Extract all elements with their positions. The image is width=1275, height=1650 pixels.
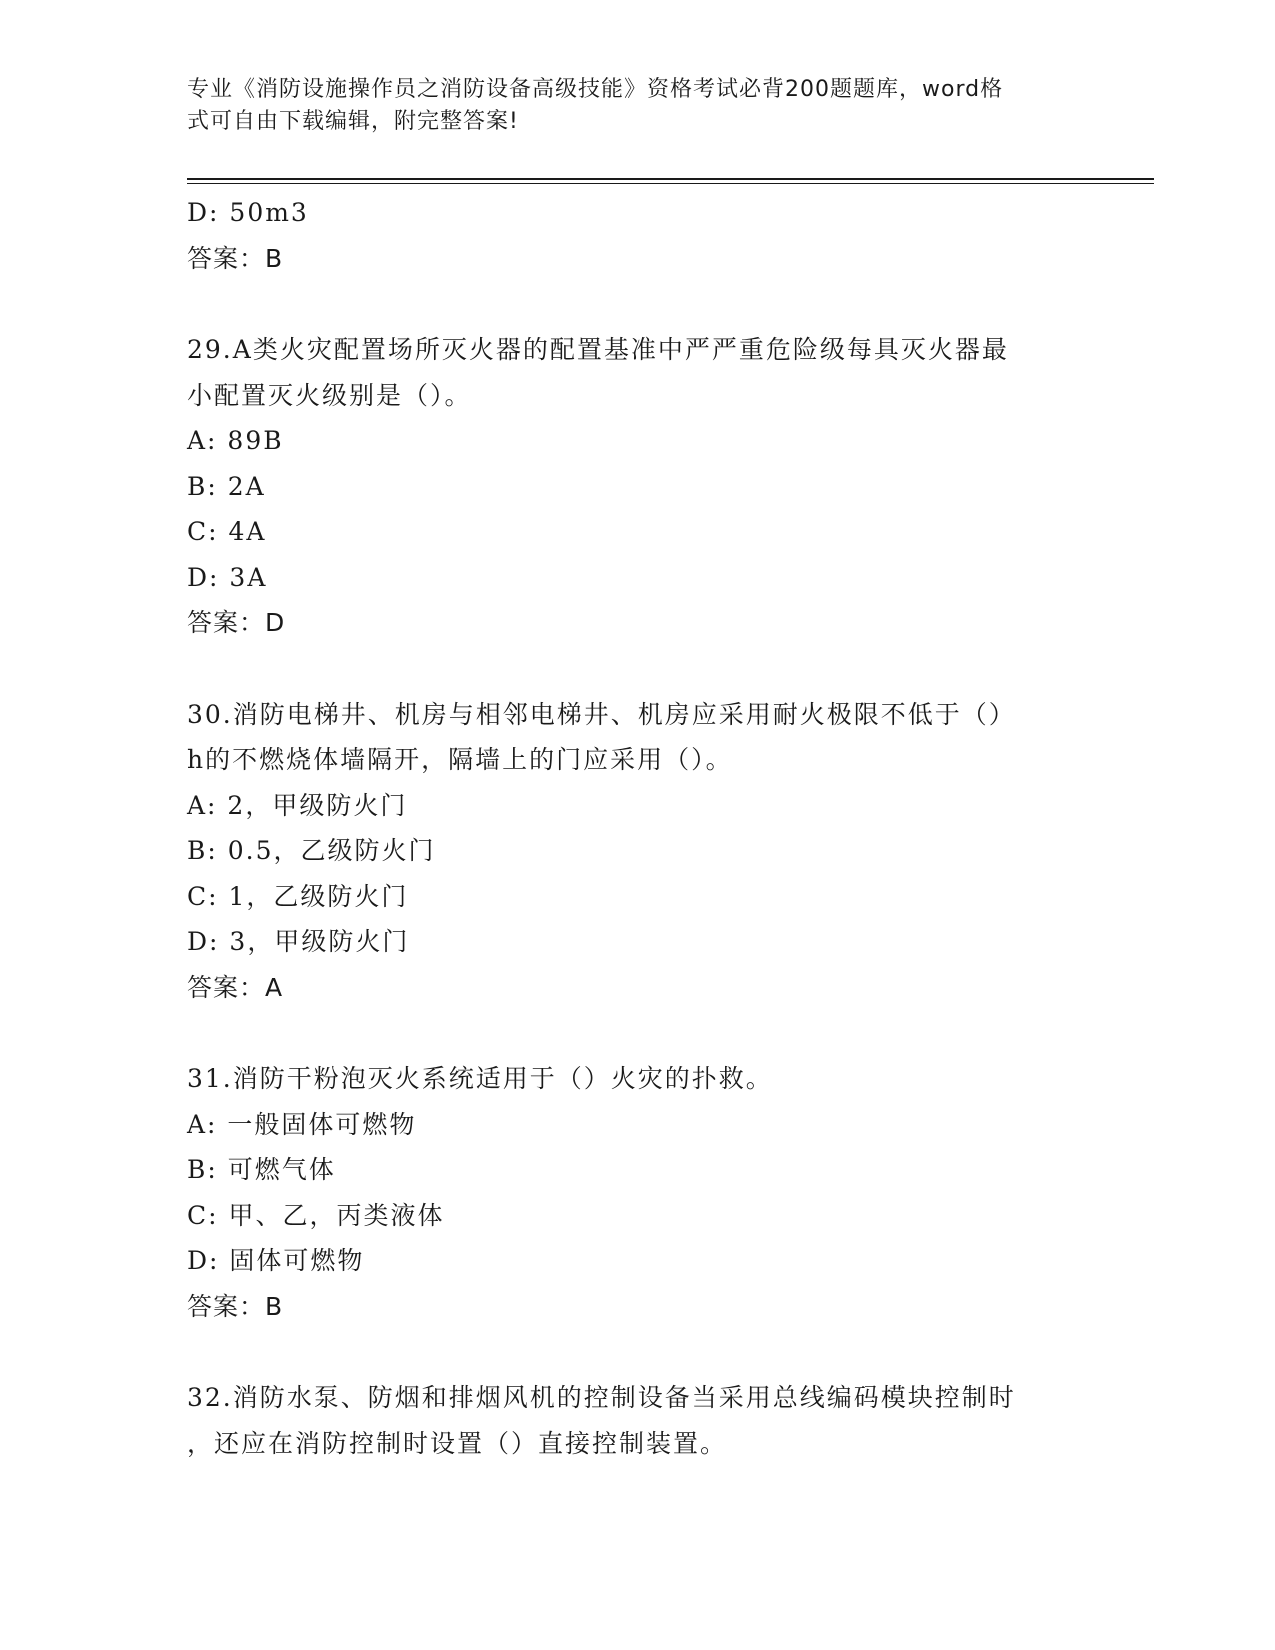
question-stem: 32.消防水泵、防烟和排烟风机的控制设备当采用总线编码模块控制时 — [187, 1383, 1016, 1412]
question-32 — [187, 1375, 1087, 1466]
option-c: C: 1，乙级防火门 — [187, 881, 409, 911]
option-c: C: 4A — [187, 517, 267, 546]
option-b: B: 可燃气体 — [187, 1155, 336, 1184]
question-stem: 30.消防电梯井、机房与相邻电梯井、机房应采用耐火极限不低于（） — [187, 699, 1016, 729]
option-a: A: 一般固体可燃物 — [187, 1109, 417, 1139]
answer-line: 答案：B — [187, 1291, 284, 1321]
option-d: D: 3A — [187, 562, 268, 592]
option-d: D: 固体可燃物 — [187, 1246, 365, 1275]
previous-question-tail — [187, 190, 1087, 281]
header-line-1: 专业《消防设施操作员之消防设备高级技能》资格考试必背200题题库，word格 — [187, 77, 1004, 102]
question-stem-continued: h的不燃烧体墙隔开，隔墙上的门应采用（）。 — [187, 745, 733, 774]
question-29 — [187, 327, 1087, 646]
header-divider-thick — [187, 178, 1154, 180]
option-a: A: 89B — [187, 426, 284, 455]
answer-line: 答案：A — [187, 972, 284, 1002]
question-list — [187, 190, 1087, 1466]
question-stem-continued: 小配置灭火级别是（）。 — [187, 380, 472, 410]
question-stem-continued: ，还应在消防控制时设置（）直接控制装置。 — [187, 1428, 728, 1458]
document-header — [187, 74, 1067, 138]
option-a: A: 2，甲级防火门 — [187, 790, 408, 820]
option-b: B: 2A — [187, 471, 266, 501]
answer-line: 答案：D — [187, 608, 286, 637]
header-line-2: 式可自由下载编辑，附完整答案! — [187, 109, 519, 134]
answer-line: 答案：B — [187, 243, 284, 273]
option-c: C: 甲、乙，丙类液体 — [187, 1200, 445, 1230]
option-d: D: 3，甲级防火门 — [187, 927, 410, 956]
header-divider-thin — [187, 183, 1154, 184]
question-stem: 29.A类火灾配置场所灭火器的配置基准中严严重危险级每具灭火器最 — [187, 335, 1009, 364]
question-30 — [187, 692, 1087, 1011]
option-b: B: 0.5，乙级防火门 — [187, 836, 436, 865]
option-d: D: 50m3 — [187, 198, 309, 227]
question-stem: 31.消防干粉泡灭火系统适用于（）火灾的扑救。 — [187, 1064, 773, 1093]
question-31 — [187, 1056, 1087, 1329]
